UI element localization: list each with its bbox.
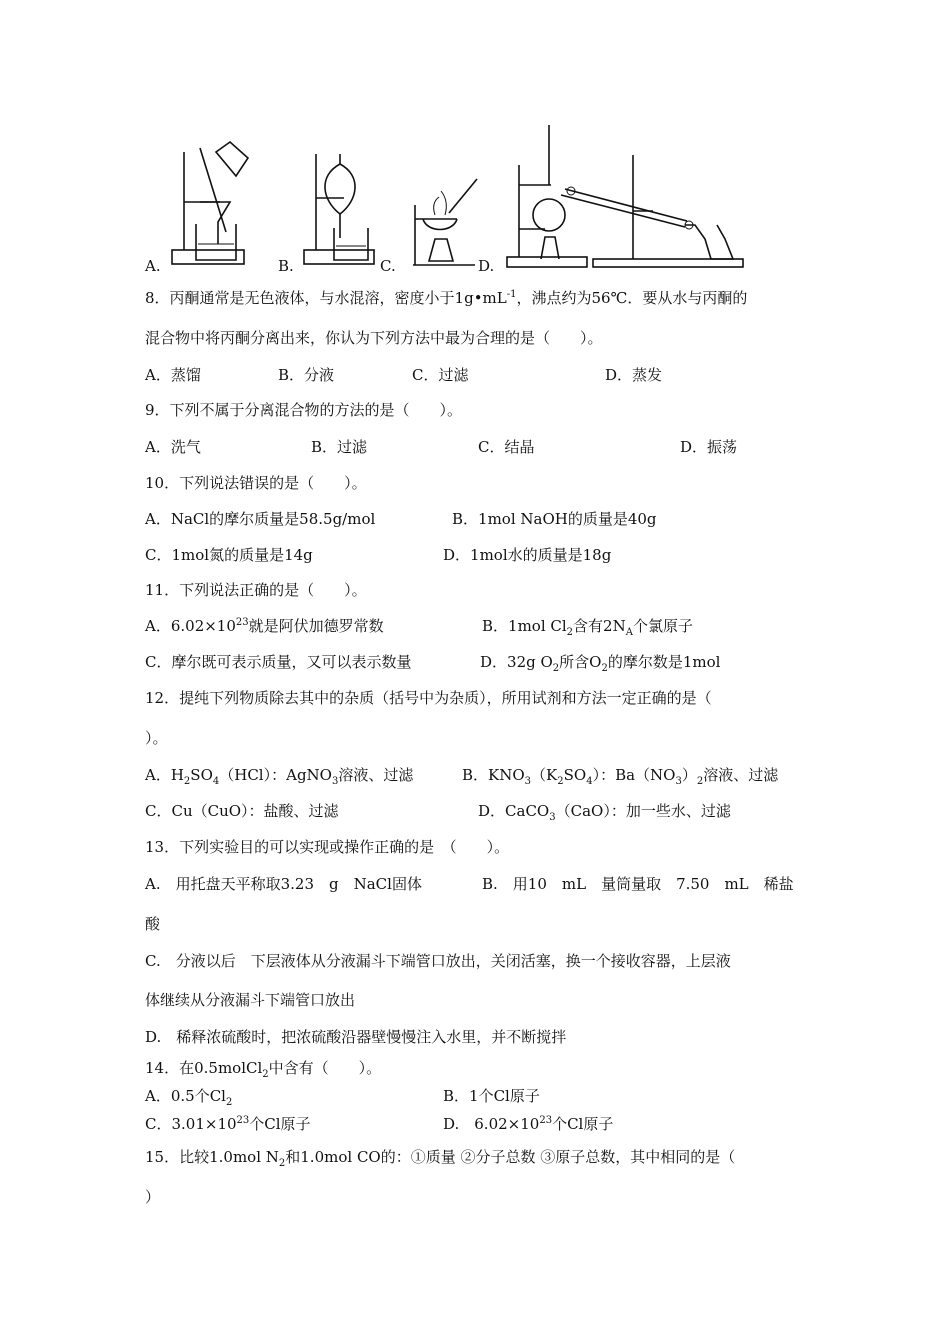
label-d: D. [478, 257, 495, 275]
label-c: C. [380, 257, 396, 275]
q8-option-c: C．过滤 [412, 366, 469, 384]
separatory-funnel-image [300, 150, 380, 270]
q13-option-b-continued: 酸 [145, 915, 161, 933]
q9-option-c: C．结晶 [478, 438, 535, 456]
q13-option-d: D. 稀释浓硫酸时，把浓硫酸沿器壁慢慢注入水里，并不断搅拌 [145, 1028, 567, 1046]
q12-option-b: B．$KNO_3(K_2SO_4)$：$Ba(NO_3)_2$溶液、过滤 [462, 766, 779, 787]
q11-option-b: B．1mol $Cl_2$含有$2N_A$个氯原子 [482, 617, 693, 638]
q8-option-d: D．蒸发 [605, 366, 663, 384]
q14-option-d: D. $6.02\times 10^{23}$个Cl原子 [443, 1115, 614, 1133]
q14-option-b: B．1个Cl原子 [443, 1087, 540, 1105]
q14-option-a: A．0.5个$Cl_2$ [145, 1087, 233, 1108]
q13-stem: 13．下列实验目的可以实现或操作正确的是 （ ）。 [145, 838, 510, 856]
q9-option-a: A．洗气 [145, 438, 201, 456]
q8-option-b: B．分液 [278, 366, 335, 384]
q10-option-c: C．1mol氮的质量是14g [145, 546, 313, 564]
q15-stem-line1: 15．比较1.0mol $N_2$和1.0mol CO的：①质量 ②分子总数 ③原子总数，其中相同的是（ [145, 1148, 736, 1169]
q11-stem: 11．下列说法正确的是（ ）。 [145, 581, 367, 599]
q12-option-c: C．Cu（CuO）：盐酸、过滤 [145, 802, 339, 820]
q10-stem: 10．下列说法错误的是（ ）。 [145, 474, 367, 492]
q13-option-c-line1: C. 分液以后 下层液体从分液漏斗下端管口放出，关闭活塞，换一个接收容器，上层液 [145, 952, 731, 970]
q9-option-b: B．过滤 [311, 438, 368, 456]
q12-option-d: D．CaCO$_3$（CaO）：加一些水、过滤 [478, 802, 731, 823]
q14-option-c: C．$3.01\times 10^{23}$个Cl原子 [145, 1115, 311, 1133]
q10-option-d: D．1mol水的质量是18g [443, 546, 612, 564]
q13-option-c-line2: 体继续从分液漏斗下端管口放出 [145, 991, 356, 1009]
q9-option-d: D．振荡 [680, 438, 738, 456]
q8-stem-line2: 混合物中将丙酮分离出来，你认为下列方法中最为合理的是（ ）。 [145, 329, 603, 347]
q15-stem-line2: ） [145, 1188, 161, 1206]
q9-stem: 9．下列不属于分离混合物的方法的是（ ）。 [145, 401, 463, 419]
filtration-apparatus-image [170, 140, 250, 270]
evaporation-apparatus-image [405, 175, 480, 270]
q10-option-a: A．NaCl的摩尔质量是58.5g/mol [145, 510, 376, 528]
q8-stem-line1: 8．丙酮通常是无色液体，与水混溶，密度小于$1g•mL^{-1}$，沸点约为56℃．要从水与丙酮的 [145, 289, 748, 307]
label-b: B. [278, 257, 294, 275]
q11-option-d: D．32g $O_2$所含$O_2$的摩尔数是1mol [480, 653, 721, 674]
distillation-apparatus-image [505, 125, 745, 270]
q10-option-b: B．1mol NaOH的质量是40g [452, 510, 657, 528]
q12-stem-line1: 12．提纯下列物质除去其中的杂质（括号中为杂质），所用试剂和方法一定正确的是（ [145, 689, 712, 707]
q11-option-a: A．$6.02\times 10^{23}$就是阿伏加德罗常数 [145, 617, 384, 635]
label-a: A. [145, 257, 161, 275]
q8-option-a: A．蒸馏 [145, 366, 201, 384]
q12-option-a: A．$H_2SO_4(HCl)$：AgNO$_3$溶液、过滤 [145, 766, 414, 787]
q14-stem: 14．在0.5molCl$_2$中含有（ ）。 [145, 1059, 382, 1080]
q12-stem-line2: ）。 [145, 729, 168, 747]
q11-option-c: C．摩尔既可表示质量，又可以表示数量 [145, 653, 412, 671]
q13-option-a: A. 用托盘天平称取3.23 g NaCl固体 [145, 875, 422, 893]
q13-option-b: B. 用10 mL 量筒量取 7.50 mL 稀盐 [482, 875, 794, 893]
